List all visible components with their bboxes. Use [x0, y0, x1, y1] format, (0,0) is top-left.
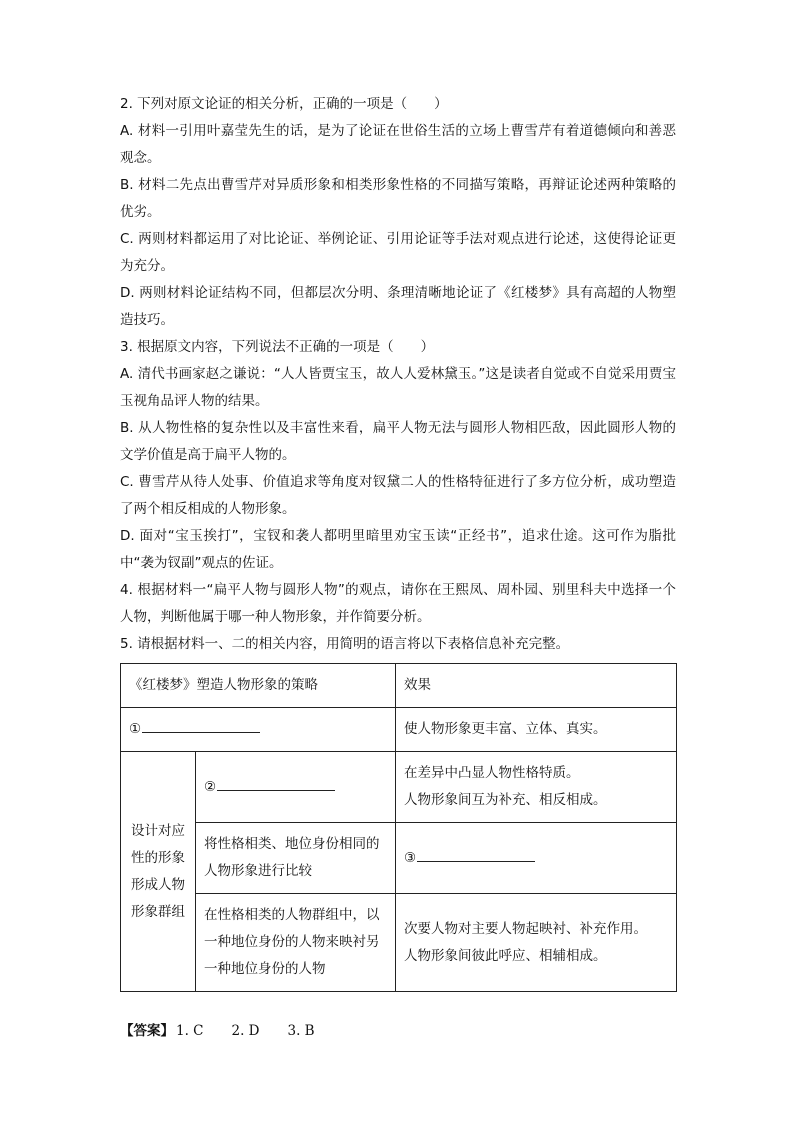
q4-stem: 4. 根据材料一“扁平人物与圆形人物”的观点，请你在王熙凤、周朴园、别里科夫中选择一个人物，判断他属于哪一种人物形象，并作简要分析。	[120, 582, 676, 625]
fill-blank-2[interactable]	[217, 775, 335, 791]
header-strategy: 《红楼梦》塑造人物形象的策略	[121, 664, 396, 708]
table-row	[121, 752, 677, 823]
answer-3: 3. B	[287, 1023, 315, 1039]
table-row	[121, 708, 677, 752]
blank-mark-3: ③	[404, 849, 417, 866]
strategy-table	[120, 663, 677, 992]
document-content	[120, 91, 676, 1045]
answer-label: 【答案】	[120, 1023, 174, 1039]
blank-mark-2: ②	[204, 778, 217, 795]
answer-2: 2. D	[231, 1023, 260, 1039]
row4-strategy: 在性格相类的人物群组中，以一种地位身份的人物来映衬另一种地位身份的人物	[196, 894, 396, 992]
row3-effect	[396, 823, 677, 894]
answer-line	[120, 1018, 676, 1045]
q3-option-d: D. 面对“宝玉挨打”，宝钗和袭人都明里暗里劝宝玉读“正经书”，追求仕途。这可作为脂批中“袭为钗副”观点的佐证。	[120, 528, 676, 571]
row4-effect: 次要人物对主要人物起映衬、补充作用。 人物形象间彼此呼应、相辅相成。	[396, 894, 677, 992]
row1-effect: 使人物形象更丰富、立体、真实。	[396, 708, 677, 752]
q5-stem: 5. 请根据材料一、二的相关内容，用简明的语言将以下表格信息补充完整。	[120, 636, 570, 652]
answer-1: 1. C	[176, 1023, 204, 1039]
q2-option-a: A. 材料一引用叶嘉莹先生的话，是为了论证在世俗生活的立场上曹雪芹有着道德倾向和善恶观念。	[120, 123, 676, 166]
blank-mark-1: ①	[129, 721, 142, 737]
q2-option-c: C. 两则材料都运用了对比论证、举例论证、引用论证等手法对观点进行论述，这使得论证更为充分。	[120, 231, 676, 274]
merged-strategy-label: 设计对应性的形象形成人物形象群组	[121, 752, 196, 992]
q2-stem: 2. 下列对原文论证的相关分析，正确的一项是（ ）	[120, 96, 448, 112]
q2-option-b: B. 材料二先点出曹雪芹对异质形象和相类形象性格的不同描写策略，再辩证论述两种策略的优劣。	[120, 177, 676, 220]
row3-strategy: 将性格相类、地位身份相同的人物形象进行比较	[196, 823, 396, 894]
table-row	[121, 894, 677, 992]
row2-strategy	[196, 752, 396, 823]
q3-option-c: C. 曹雪芹从待人处事、价值追求等角度对钗黛二人的性格特征进行了多方位分析，成功塑造了两个相反相成的人物形象。	[120, 474, 676, 517]
header-effect: 效果	[396, 664, 677, 708]
q2-option-d: D. 两则材料论证结构不同，但都层次分明、条理清晰地论证了《红楼梦》具有高超的人物塑造技巧。	[120, 285, 676, 328]
row2-effect: 在差异中凸显人物性格特质。 人物形象间互为补充、相反相成。	[396, 752, 677, 823]
row1-strategy	[121, 708, 396, 752]
fill-blank-1[interactable]	[142, 717, 260, 733]
fill-blank-3[interactable]	[417, 846, 535, 862]
q3-option-b: B. 从人物性格的复杂性以及丰富性来看，扁平人物无法与圆形人物相匹敌，因此圆形人物的文学价值是高于扁平人物的。	[120, 420, 676, 463]
q3-option-a: A. 清代书画家赵之谦说：“人人皆贾宝玉，故人人爱林黛玉。”这是读者自觉或不自觉采用贾宝玉视角品评人物的结果。	[120, 366, 676, 409]
table-header-row	[121, 664, 677, 708]
q3-stem: 3. 根据原文内容，下列说法不正确的一项是（ ）	[120, 339, 435, 355]
table-row	[121, 823, 677, 894]
